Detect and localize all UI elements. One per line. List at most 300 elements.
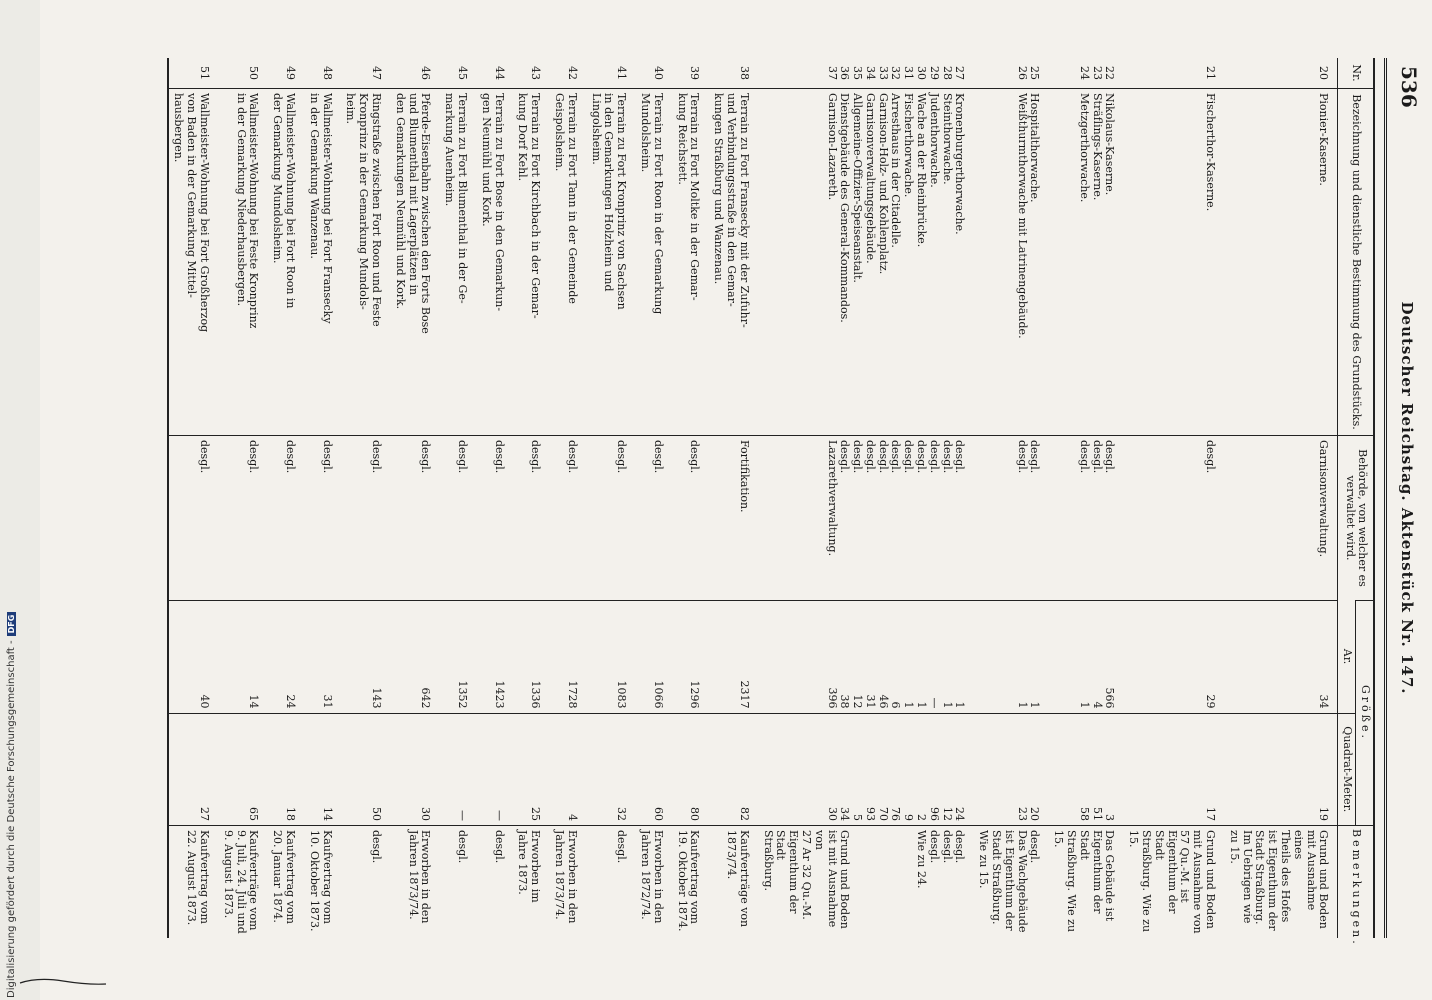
table-row	[439, 58, 476, 938]
cell-line: hausbergen.	[172, 93, 186, 163]
cell-nr	[304, 58, 341, 89]
cell-line: 1	[953, 701, 967, 709]
cell-nr	[586, 58, 635, 89]
cell-rem	[1123, 826, 1224, 939]
cell-ar	[549, 601, 586, 714]
cell-line: desgl.	[370, 440, 383, 474]
cell-desc	[476, 89, 513, 436]
cell-line: 1	[1077, 701, 1091, 709]
cell-line: Judenthorwache.	[927, 93, 941, 188]
cell-line: 5	[851, 814, 865, 821]
cell-line: 24	[284, 694, 298, 709]
cell-line: Stadt Straßburg. Im Uebrigen wie	[1240, 830, 1267, 929]
cell-ar	[341, 601, 390, 714]
cell-line: 31	[320, 694, 334, 709]
cell-auth	[708, 436, 757, 601]
cell-line: desgl.	[1103, 440, 1117, 474]
cell-line: desgl.	[247, 440, 261, 474]
cell-line: desgl.	[1077, 440, 1091, 474]
cell-line: desgl.	[940, 830, 954, 864]
cell-line: Geispolsheim.	[552, 93, 566, 172]
cell-line: 57 Qu.-M. ist Eigenthum der Stadt	[1152, 830, 1192, 918]
cell-nr	[390, 58, 439, 89]
table-row	[973, 58, 1048, 938]
cell-line: Erworben in den Jahren 1873/74.	[406, 830, 433, 927]
cell-line: Das Gebäude ist Eigenthum der Stadt	[1077, 830, 1117, 925]
table-row	[218, 58, 267, 938]
cell-line: 45	[455, 66, 469, 80]
table-row	[267, 58, 304, 938]
cell-line: 1423	[492, 680, 506, 709]
cell-line: Kronenburgerthorwache.	[953, 93, 967, 235]
header-authority: Behörde, von welcher es verwaltet wird.	[1338, 436, 1374, 601]
cell-line: desgl.	[1204, 440, 1218, 474]
cell-line: Stadt Straßburg. Wie zu 15.	[977, 830, 1004, 929]
cell-line: Grund und Boden mit Ausnahme eines	[1291, 830, 1331, 933]
cell-line: 41	[615, 66, 629, 80]
cell-line: Wache an der Rheinbrücke.	[915, 93, 929, 248]
table-row	[1123, 58, 1224, 938]
cell-ar	[168, 601, 218, 714]
cell-line: 12	[940, 807, 954, 821]
page-number: 536	[1397, 66, 1421, 108]
table-row	[304, 58, 341, 938]
cell-auth	[1224, 436, 1338, 601]
cell-line: Ringstraße zwischen Fort Roon und Feste	[370, 93, 383, 327]
cell-line: Straßburg. Wie zu 15.	[1127, 830, 1154, 936]
cell-line: —	[492, 810, 506, 821]
cell-line: desgl.	[565, 440, 579, 474]
table-row	[390, 58, 439, 938]
cell-line: Sträflings-Kaserne.	[1090, 93, 1104, 201]
cell-rem	[672, 826, 709, 939]
cell-line: 50	[247, 66, 261, 80]
cell-line: desgl.	[419, 440, 433, 474]
cell-qm	[708, 713, 757, 826]
header-qm: Quadrat-Meter.	[1338, 713, 1356, 826]
cell-nr	[476, 58, 513, 89]
cell-line: Fortifikation.	[737, 440, 751, 513]
cell-qm	[476, 713, 513, 826]
cell-line: zu 15.	[1227, 830, 1241, 864]
cell-line: Arresthaus in der Citadelle.	[889, 93, 903, 248]
cell-desc	[267, 89, 304, 436]
cell-desc	[758, 89, 974, 436]
cell-line: 1728	[565, 680, 579, 709]
cell-line: 58	[1077, 807, 1091, 821]
cell-desc	[168, 89, 218, 436]
cell-rem	[513, 826, 550, 939]
cell-line: Erworben im Jahre 1873.	[516, 830, 543, 907]
cell-desc	[708, 89, 757, 436]
cell-line: 22	[1103, 66, 1117, 80]
cell-auth	[439, 436, 476, 601]
table-header-row	[1356, 58, 1374, 938]
cell-line: desgl.	[492, 830, 506, 864]
cell-line: 20	[1317, 66, 1331, 80]
header-ar: Ar.	[1338, 601, 1356, 714]
cell-line: markung Auenheim.	[443, 93, 457, 207]
cell-line: 20	[1028, 807, 1042, 821]
page-header	[1375, 58, 1421, 938]
cell-line: 50	[370, 807, 383, 821]
cell-line: 48	[320, 66, 334, 80]
scan-edge-mark	[18, 975, 108, 987]
cell-ar	[1224, 601, 1338, 714]
cell-rem	[586, 826, 635, 939]
cell-line	[850, 830, 863, 934]
cell-line: heim.	[344, 93, 358, 125]
cell-ar	[708, 601, 757, 714]
cell-line: 1066	[651, 680, 665, 709]
cell-line: der Gemarkung Mundolsheim.	[271, 93, 285, 264]
cell-line: Nikolaus-Kaserne.	[1103, 93, 1117, 196]
cell-line: Terrain zu Fort Kirchbach in der Gemar-	[529, 93, 543, 319]
header-rule	[1384, 58, 1387, 938]
cell-line: —	[927, 697, 941, 709]
cell-line: 39	[688, 66, 702, 80]
cell-line: 27	[953, 66, 967, 80]
cell-desc	[439, 89, 476, 436]
cell-qm	[267, 713, 304, 826]
cell-line: 31	[902, 66, 916, 80]
cell-nr	[549, 58, 586, 89]
cell-line: 4	[565, 814, 579, 821]
cell-line: 31	[863, 694, 877, 709]
cell-line: 25	[1028, 66, 1042, 80]
cell-line: Fischerthorwache.	[902, 93, 916, 198]
cell-desc	[341, 89, 390, 436]
cell-nr	[635, 58, 672, 89]
cell-line: —	[455, 810, 469, 821]
header-size: Größe.	[1356, 601, 1374, 826]
cell-line: Fischerthor-Kaserne.	[1204, 93, 1218, 212]
cell-line: Das Wachgebäude ist Eigenthum der	[1002, 830, 1029, 936]
cell-line: 47	[370, 66, 383, 80]
cell-qm	[513, 713, 550, 826]
cell-line: 3	[1103, 814, 1117, 821]
cell-line: 51	[1090, 807, 1104, 821]
cell-line: kung Dorf Kehl.	[516, 93, 530, 182]
cell-line: Pionier-Kaserne.	[1317, 93, 1331, 186]
cell-desc	[1048, 89, 1123, 436]
cell-line: 33	[876, 66, 890, 80]
cell-ar	[513, 601, 550, 714]
cell-desc	[1224, 89, 1338, 436]
cell-rem	[267, 826, 304, 939]
cell-line: 29	[1204, 694, 1218, 709]
cell-auth	[758, 436, 974, 601]
cell-line: 40	[198, 694, 212, 709]
cell-line: 30	[825, 807, 839, 821]
cell-line: desgl.	[615, 830, 629, 864]
table-row	[635, 58, 672, 938]
cell-line: Theils des Hofes ist Eigenthum der	[1266, 830, 1293, 931]
cell-line: 4	[1090, 701, 1104, 709]
cell-line	[889, 830, 902, 934]
cell-line: 642	[419, 687, 433, 709]
cell-ar	[586, 601, 635, 714]
cell-rem	[168, 826, 218, 939]
cell-line: 30	[419, 807, 433, 821]
cell-line: 34	[1317, 694, 1331, 709]
cell-line: desgl.	[455, 440, 469, 474]
cell-line: 1	[915, 701, 929, 709]
cell-rem	[341, 826, 390, 939]
cell-line: 19	[1317, 807, 1331, 821]
cell-line: 12	[851, 694, 865, 709]
cell-line: desgl.	[953, 830, 967, 864]
cell-rem	[390, 826, 439, 939]
cell-line: 70	[876, 807, 890, 821]
cell-auth	[218, 436, 267, 601]
cell-line: desgl.	[940, 440, 954, 474]
cell-nr	[758, 58, 974, 89]
cell-line: 38	[737, 66, 751, 80]
header-nr: Nr.	[1338, 58, 1374, 89]
cell-line: desgl.	[492, 440, 506, 474]
cell-line: desgl.	[529, 440, 543, 474]
cell-line: 46	[419, 66, 433, 80]
cell-nr	[973, 58, 1048, 89]
cell-rem	[549, 826, 586, 939]
cell-line: 2	[915, 814, 929, 821]
cell-qm	[973, 713, 1048, 826]
cell-line: 1336	[529, 680, 543, 709]
cell-line: 43	[529, 66, 543, 80]
cell-line: kung Reichstett.	[675, 93, 689, 185]
cell-line: Wallmeister-Wohnung bei Fort Großherzog	[198, 93, 212, 333]
cell-nr	[513, 58, 550, 89]
cell-line: 1083	[615, 680, 629, 709]
cell-line: 34	[838, 807, 852, 821]
dfg-logo: DFG	[7, 612, 16, 637]
table-row	[1048, 58, 1123, 938]
cell-nr	[218, 58, 267, 89]
cell-ar	[635, 601, 672, 714]
table-row	[476, 58, 513, 938]
cell-line: desgl.	[1015, 440, 1029, 474]
cell-auth	[672, 436, 709, 601]
cell-qm	[758, 713, 974, 826]
cell-line: Steinthorwache.	[940, 93, 954, 185]
cell-line: desgl.	[320, 440, 334, 474]
cell-line: 60	[651, 807, 665, 821]
cell-qm	[304, 713, 341, 826]
cell-line: in der Gemarkung Wanzenau.	[307, 93, 321, 259]
cell-line: Garnisonverwaltung.	[1317, 440, 1331, 558]
cell-line: 37	[825, 66, 839, 80]
cell-line: Hospitalthorwache.	[1028, 93, 1042, 203]
cell-desc	[672, 89, 709, 436]
cell-line: gen Neumühl und Kork.	[479, 93, 493, 227]
cell-line: 1	[1028, 701, 1042, 709]
cell-line: 38	[838, 694, 852, 709]
cell-qm	[549, 713, 586, 826]
cell-auth	[973, 436, 1048, 601]
cell-line: 14	[320, 807, 334, 821]
cell-line: 27 Ar 32 Qu.-M. Eigenthum der Stadt	[774, 830, 813, 924]
cell-line: 566	[1103, 687, 1117, 709]
table-row	[1224, 58, 1338, 938]
cell-line: 18	[284, 807, 298, 821]
cell-line: 23	[1090, 66, 1104, 80]
cell-line: Allgemeine-Offizier-Speiseanstalt.	[851, 93, 865, 283]
cell-line: desgl.	[688, 440, 702, 474]
cell-line: Wallmeister-Wohnung bei Fort Fransecky	[320, 93, 334, 324]
cell-line: 36	[838, 66, 852, 80]
cell-line: Garnisonverwaltungsgebäude.	[863, 93, 877, 264]
cell-line: 17	[1204, 807, 1218, 821]
cell-desc	[586, 89, 635, 436]
cell-line: Dienstgebäude des General-Kommandos.	[838, 93, 852, 323]
cell-auth	[168, 436, 218, 601]
cell-ar	[476, 601, 513, 714]
cell-auth	[476, 436, 513, 601]
cell-line: Wallmeister-Wohnung bei Fort Roon in	[284, 93, 298, 309]
cell-line: Metzgerthorwache.	[1077, 93, 1091, 203]
cell-auth	[304, 436, 341, 601]
cell-line: desgl.	[876, 440, 890, 474]
cell-ar	[439, 601, 476, 714]
cell-qm	[341, 713, 390, 826]
digitization-text: Digitalisierung gefördert durch die Deutsche Forschungsgemeinschaft -	[6, 640, 17, 998]
cell-line: Straßburg.	[761, 830, 775, 892]
cell-line: 29	[927, 66, 941, 80]
cell-line: 80	[688, 807, 702, 821]
cell-auth	[586, 436, 635, 601]
cell-desc	[218, 89, 267, 436]
cell-line: desgl.	[902, 440, 916, 474]
cell-auth	[390, 436, 439, 601]
cell-line: 40	[651, 66, 665, 80]
cell-line: 1	[902, 701, 916, 709]
cell-line: 93	[863, 807, 877, 821]
table-row	[168, 58, 218, 938]
cell-line: von Baden in der Gemarkung Mittel-	[185, 93, 199, 298]
cell-line: desgl.	[1090, 440, 1104, 474]
cell-line: 24	[953, 807, 967, 821]
cell-line: desgl.	[953, 440, 967, 474]
cell-ar	[672, 601, 709, 714]
cell-line: 1296	[688, 680, 702, 709]
cell-line: desgl.	[927, 440, 941, 474]
cell-line: 24	[1077, 66, 1091, 80]
table-row	[341, 58, 390, 938]
cell-nr	[708, 58, 757, 89]
cell-line: Erworben in den Jahren 1872/74.	[638, 830, 665, 927]
cell-line: desgl.	[863, 440, 877, 474]
table-row	[758, 58, 974, 938]
cell-qm	[586, 713, 635, 826]
cell-line: 26	[1015, 66, 1029, 80]
table-row	[549, 58, 586, 938]
cell-nr	[168, 58, 218, 89]
cell-line: Mundolsheim.	[638, 93, 652, 173]
cell-qm	[439, 713, 476, 826]
cell-line: Straßburg. Wie zu 15.	[1052, 830, 1079, 936]
cell-line: 76	[889, 807, 903, 821]
cell-line	[863, 830, 876, 934]
cell-line: 1	[940, 701, 954, 709]
cell-auth	[267, 436, 304, 601]
cell-auth	[1048, 436, 1123, 601]
cell-line: Grund und Boden ist mit Ausnahme von	[812, 830, 852, 933]
cell-qm	[1224, 713, 1338, 826]
cell-ar	[390, 601, 439, 714]
rotated-page	[170, 58, 1421, 947]
cell-line: desgl.	[615, 440, 629, 474]
cell-line: desgl.	[838, 440, 852, 474]
cell-line: 23	[1015, 807, 1029, 821]
cell-ar	[758, 601, 974, 714]
running-head: Deutscher Reichstag. Aktenstück Nr. 147.	[1398, 301, 1416, 695]
cell-line	[876, 830, 889, 934]
cell-ar	[218, 601, 267, 714]
cell-line: desgl.	[1028, 830, 1042, 864]
cell-line: desgl.	[455, 830, 469, 864]
cell-line: desgl.	[651, 440, 665, 474]
cell-line: Garnison-Lazareth.	[825, 93, 839, 201]
table-row	[708, 58, 757, 938]
cell-line: 32	[615, 807, 629, 821]
cell-desc	[549, 89, 586, 436]
cell-auth	[341, 436, 390, 601]
cell-line: Terrain zu Fort Bose in den Gemarkun-	[492, 93, 506, 312]
cell-line: Kaufverträge vom 9. Juli, 24. Juli und	[234, 830, 261, 934]
cell-ar	[304, 601, 341, 714]
cell-line: Terrain zu Fort Roon in der Gemarkung	[651, 93, 665, 315]
cell-line: und Blumenthal mit Lagerplätzen in	[406, 93, 420, 296]
cell-nr	[341, 58, 390, 89]
cell-nr	[1048, 58, 1123, 89]
cell-auth	[549, 436, 586, 601]
cell-auth	[1123, 436, 1224, 601]
cell-desc	[304, 89, 341, 436]
cell-line: Wie zu 24.	[915, 830, 929, 889]
cell-ar	[1048, 601, 1123, 714]
cell-line: Terrain zu Fort Blumenthal in der Ge-	[455, 93, 469, 304]
cell-rem	[1048, 826, 1123, 939]
cell-rem	[758, 826, 974, 939]
cell-line: 9. August 1873.	[221, 830, 235, 919]
cell-line: Kaufvertrag vom 19. Oktober 1874.	[675, 830, 702, 932]
cell-line: Terrain zu Fort Tann in der Gemeinde	[565, 93, 579, 304]
cell-line: 42	[565, 66, 579, 80]
cell-line: in der Gemarkung Niederhausbergen.	[234, 93, 248, 307]
cell-line: 1	[1015, 701, 1029, 709]
cell-ar	[267, 601, 304, 714]
cell-line: Lazarethverwaltung.	[825, 440, 839, 557]
cell-line: 1352	[455, 680, 469, 709]
cell-line: desgl.	[284, 440, 298, 474]
cell-line: Weißthurmthorwache mit Latrinengebäude.	[1015, 93, 1029, 339]
cell-line: und Verbindungsstraße in den Gemar-	[724, 93, 738, 307]
cell-line: Kronprinz in der Gemarkung Mundols-	[357, 93, 371, 310]
cell-qm	[168, 713, 218, 826]
cell-rem	[973, 826, 1048, 939]
cell-line: Erworben in den Jahren 1873/74.	[552, 830, 579, 927]
cell-line: Pferde-Eisenbahn zwischen den Forts Bose	[419, 93, 433, 334]
cell-line: 25	[529, 807, 543, 821]
cell-line: 143	[370, 687, 383, 709]
cell-line: Kaufverträge von 1873/74.	[724, 830, 751, 931]
cell-desc	[513, 89, 550, 436]
cell-line: Terrain zu Fort Fransecky mit der Zufuhr-	[737, 93, 751, 328]
table-row	[586, 58, 635, 938]
cell-auth	[513, 436, 550, 601]
cell-line: 27	[198, 807, 212, 821]
